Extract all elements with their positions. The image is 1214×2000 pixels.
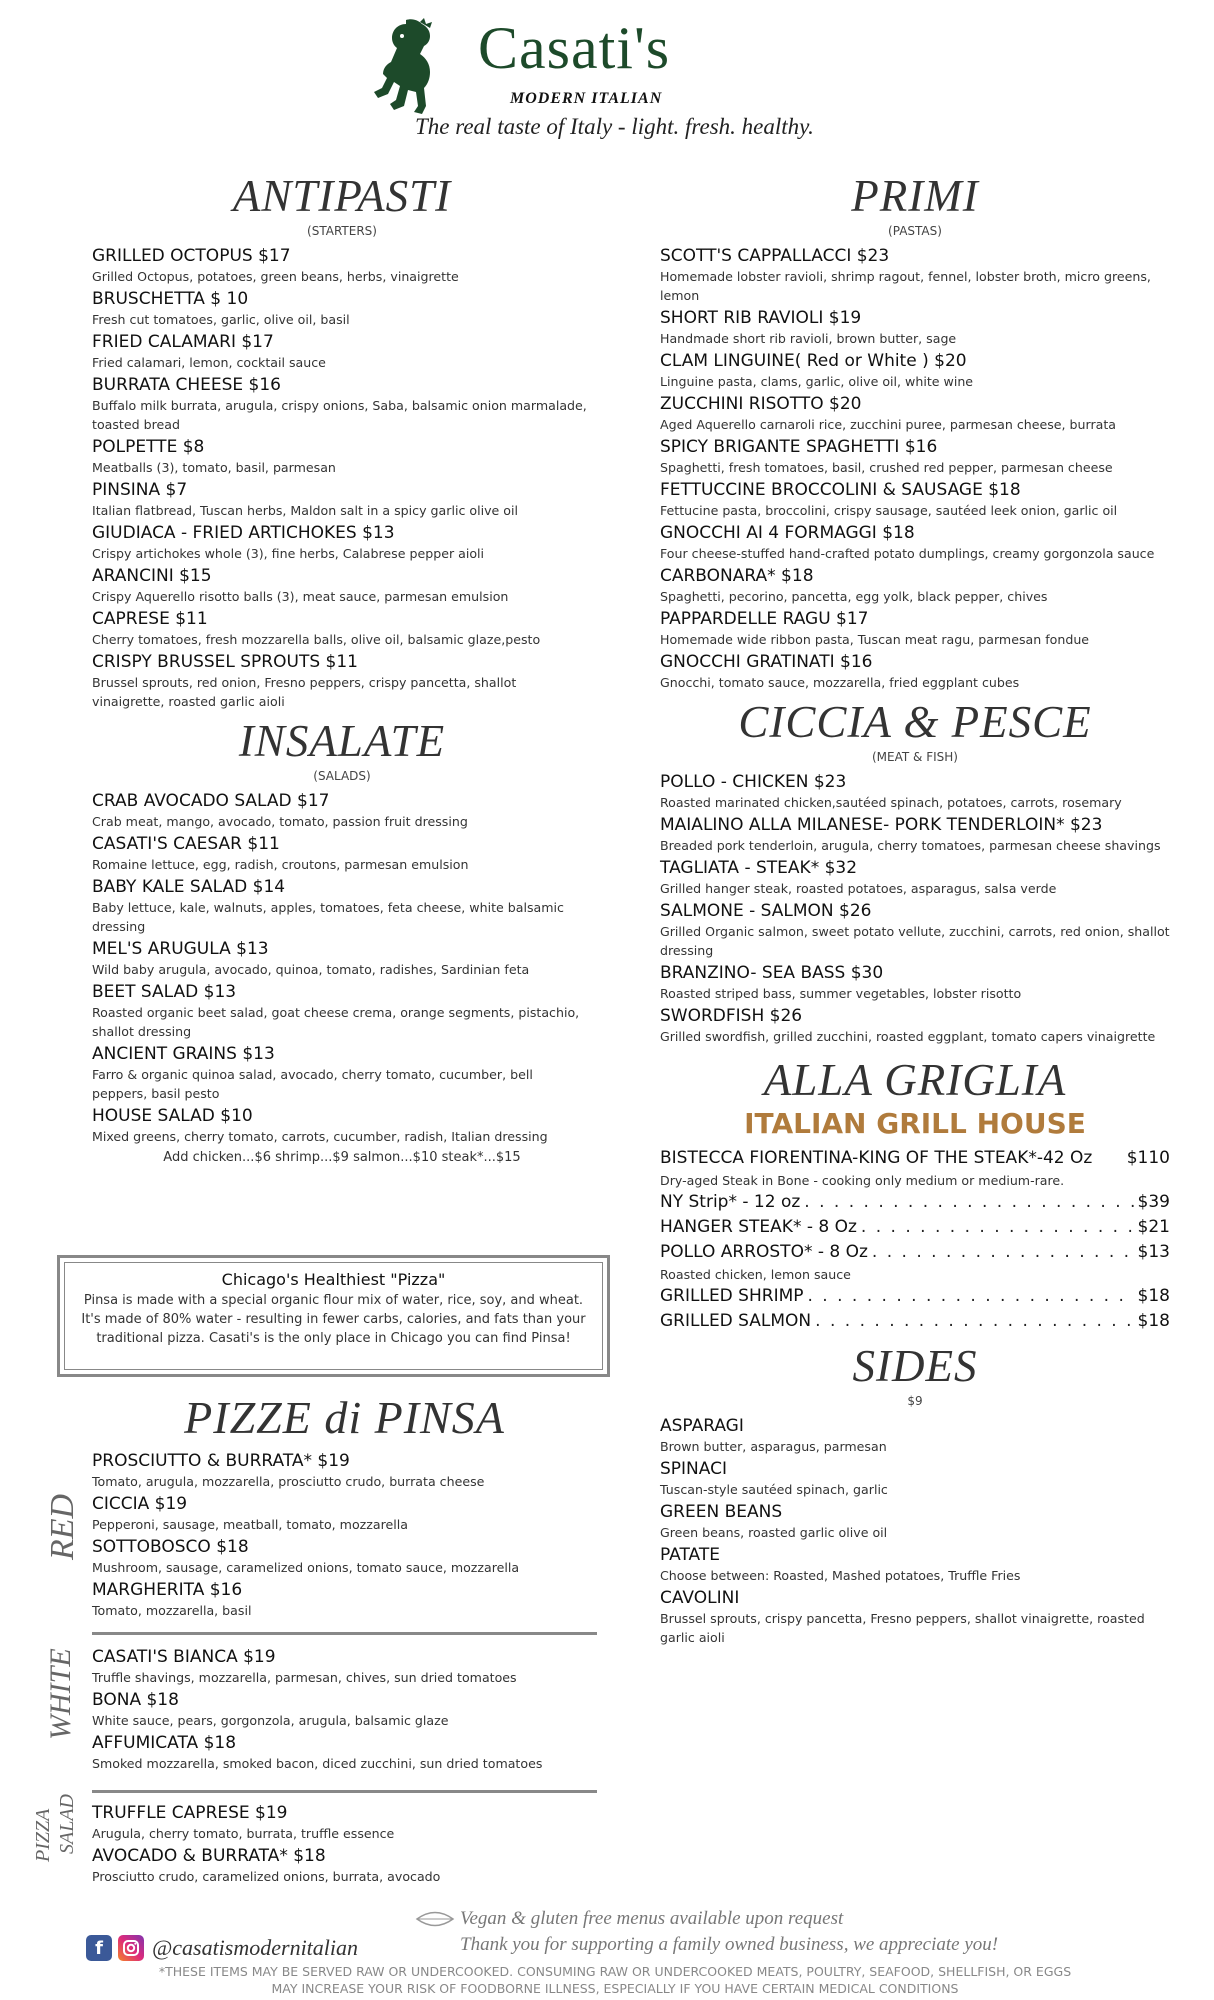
menu-item-name: BEET SALAD $13 (92, 982, 237, 1002)
menu-item-description: Tuscan-style sautéed spinach, garlic (660, 1482, 888, 1497)
menu-item-name: BRANZINO- SEA BASS $30 (660, 963, 884, 983)
menu-item (660, 245, 1170, 305)
menu-item (92, 565, 592, 606)
menu-item-description: Romaine lettuce, egg, radish, croutons, parmesan emulsion (92, 857, 469, 872)
menu-item (660, 962, 1170, 1003)
pinsa-box-body: Pinsa is made with a special organic flour mix of water, rice, soy, and wheat. It's made of 80% water - resulting in fewer carbs, calories, and fats than your traditional pizza. Casati's is the only place in Chicago you can find Pinsa! (81, 1293, 586, 1346)
raw-food-disclaimer: *THESE ITEMS MAY BE SERVED RAW OR UNDERCOOKED. CONSUMING RAW OR UNDERCOOKED MEATS, POULTRY, SEAFOOD, SHELLFISH, OR EGGS MAY INCREASE YOUR RISK OF FOODBORNE ILLNESS, ESPECIALLY IF YOU HAVE CERTAIN MEDICAL CONDITIONS (158, 1964, 1072, 1996)
pizze-title: PIZZE di PINSA (184, 1392, 505, 1443)
antipasti-title: ANTIPASTI (232, 171, 452, 221)
griglia-subtitle: ITALIAN GRILL HOUSE (744, 1107, 1086, 1140)
leader-dots (804, 1190, 1133, 1215)
grill-item-price: $18 (1137, 1286, 1170, 1306)
social-links (86, 1935, 358, 1961)
menu-item-name: SHORT RIB RAVIOLI $19 (660, 308, 862, 328)
menu-item (92, 436, 592, 477)
menu-item-description: Pepperoni, sausage, meatball, tomato, mozzarella (92, 1517, 408, 1532)
leader-dots (815, 1309, 1133, 1334)
menu-item (92, 981, 592, 1041)
pizza-white-section (92, 1646, 597, 1775)
sides-list (660, 1415, 1170, 1647)
menu-item (660, 522, 1170, 563)
pollo-desc: Roasted chicken, lemon sauce (660, 1267, 851, 1282)
menu-item (92, 1105, 592, 1146)
menu-item-description: Linguine pasta, clams, garlic, olive oil, white wine (660, 374, 974, 389)
menu-item-description: Green beans, roasted garlic olive oil (660, 1525, 888, 1540)
menu-item-description: Baby lettuce, kale, walnuts, apples, tomatoes, feta cheese, white balsamic dressing (92, 900, 564, 934)
menu-item-name: GREEN BEANS (660, 1502, 783, 1522)
left-column (92, 170, 592, 1167)
menu-item-description: Choose between: Roasted, Mashed potatoes, Truffle Fries (660, 1568, 1021, 1583)
menu-item (92, 1689, 597, 1730)
menu-item (660, 1587, 1170, 1647)
antipasti-subtitle: (STARTERS) (307, 224, 377, 238)
menu-item (660, 1005, 1170, 1046)
menu-item-description: Crispy artichokes whole (3), fine herbs, Calabrese pepper aioli (92, 546, 485, 561)
menu-item-description: Grilled Organic salmon, sweet potato vellute, zucchini, carrots, red onion, shallot dressing (660, 924, 1170, 958)
menu-item (92, 1802, 597, 1843)
menu-item-name: MARGHERITA $16 (92, 1580, 243, 1600)
lion-logo-icon (370, 18, 442, 118)
menu-item-name: SPINACI (660, 1459, 727, 1479)
menu-item-name: CICCIA $19 (92, 1494, 188, 1514)
menu-item (660, 393, 1170, 434)
menu-item (660, 307, 1170, 348)
instagram-icon[interactable] (118, 1935, 144, 1961)
menu-item (660, 857, 1170, 898)
menu-item-name: CASATI'S CAESAR $11 (92, 834, 280, 854)
pizza-label: PIZZA (32, 1808, 54, 1862)
insalate-title: INSALATE (238, 716, 446, 766)
grill-item-name: POLLO ARROSTO* - 8 Oz (660, 1242, 868, 1262)
pizza-salad-section (92, 1802, 597, 1888)
menu-item-description: Fried calamari, lemon, cocktail sauce (92, 355, 326, 370)
grill-item-name: GRILLED SALMON (660, 1311, 812, 1331)
antipasti-list (92, 245, 592, 711)
vegan-note: Vegan & gluten free menus available upon request (460, 1908, 844, 1929)
menu-item (660, 1458, 1170, 1499)
griglia-title: ALLA GRIGLIA (763, 1055, 1067, 1105)
menu-item (92, 651, 592, 711)
menu-item (92, 1493, 597, 1534)
menu-item (660, 350, 1170, 391)
grill-item-price: $18 (1137, 1311, 1170, 1331)
ciccia-list (660, 771, 1170, 1046)
menu-item-description: Gnocchi, tomato sauce, mozzarella, fried eggplant cubes (660, 675, 1020, 690)
bistecca-desc: Dry-aged Steak in Bone - cooking only medium or medium-rare. (660, 1173, 1065, 1188)
menu-item-name: HOUSE SALAD $10 (92, 1106, 253, 1126)
menu-item-description: Prosciutto crudo, caramelized onions, burrata, avocado (92, 1869, 441, 1884)
menu-item-name: ZUCCHINI RISOTTO $20 (660, 394, 862, 414)
menu-item-description: Fettucine pasta, broccolini, crispy sausage, sautéed leek onion, garlic oil (660, 503, 1118, 518)
bistecca-row (660, 1146, 1170, 1171)
menu-item-name: FETTUCCINE BROCCOLINI & SAUSAGE $18 (660, 480, 1021, 500)
menu-item-description: Roasted organic beet salad, goat cheese crema, orange segments, pistachio, shallot dressing (92, 1005, 580, 1039)
menu-item-description: Homemade lobster ravioli, shrimp ragout, fennel, lobster broth, micro greens, lemon (660, 269, 1151, 303)
menu-item-description: Brown butter, asparagus, parmesan (660, 1439, 887, 1454)
white-label: WHITE (44, 1648, 77, 1740)
leaf-icon (415, 1910, 455, 1928)
bistecca-name: BISTECCA FIORENTINA-KING OF THE STEAK*-42 Oz (660, 1148, 1093, 1168)
menu-item-description: Tomato, mozzarella, basil (92, 1603, 252, 1618)
divider (92, 1790, 597, 1793)
menu-item (92, 1043, 592, 1103)
menu-item-name: POLLO - CHICKEN $23 (660, 772, 847, 792)
menu-item-description: Spaghetti, fresh tomatoes, basil, crushed red pepper, parmesan cheese (660, 460, 1113, 475)
menu-item-description: Roasted marinated chicken,sautéed spinach, potatoes, carrots, rosemary (660, 795, 1122, 810)
menu-item-name: AVOCADO & BURRATA* $18 (92, 1846, 326, 1866)
insalate-subtitle: (SALADS) (313, 769, 371, 783)
menu-item-name: MEL'S ARUGULA $13 (92, 939, 269, 959)
menu-item-name: CRISPY BRUSSEL SPROUTS $11 (92, 652, 358, 672)
thank-you-note: Thank you for supporting a family owned business, we appreciate you! (460, 1934, 999, 1955)
menu-item (92, 938, 592, 979)
salad-addons: Add chicken...$6 shrimp...$9 salmon...$10 steak*...$15 (163, 1150, 521, 1165)
menu-item-name: BURRATA CHEESE $16 (92, 375, 281, 395)
leader-dots (872, 1240, 1134, 1265)
menu-item-description: Crispy Aquerello risotto balls (3), meat sauce, parmesan emulsion (92, 589, 509, 604)
menu-item (92, 608, 592, 649)
menu-item (92, 876, 592, 936)
menu-item-description: Brussel sprouts, crispy pancetta, Fresno peppers, shallot vinaigrette, roasted garlic aioli (660, 1611, 1145, 1645)
menu-item (92, 1450, 597, 1491)
sides-title: SIDES (852, 1341, 978, 1391)
primi-subtitle: (PASTAS) (888, 224, 942, 238)
menu-item (92, 374, 592, 434)
grill-item-price: $39 (1137, 1192, 1170, 1212)
menu-item-name: ARANCINI $15 (92, 566, 212, 586)
menu-item-description: Homemade wide ribbon pasta, Tuscan meat ragu, parmesan fondue (660, 632, 1090, 647)
menu-item (660, 900, 1170, 960)
menu-item-name: GIUDIACA - FRIED ARTICHOKES $13 (92, 523, 395, 543)
menu-item-name: SPICY BRIGANTE SPAGHETTI $16 (660, 437, 938, 457)
menu-item-name: ANCIENT GRAINS $13 (92, 1044, 275, 1064)
sides-price: $9 (907, 1394, 923, 1408)
grill-item-name: NY Strip* - 12 oz (660, 1192, 801, 1212)
menu-item (92, 1536, 597, 1577)
divider (92, 1632, 597, 1635)
menu-item-description: Grilled hanger steak, roasted potatoes, asparagus, salsa verde (660, 881, 1057, 896)
pizza-red-list (92, 1450, 597, 1620)
menu-item (660, 814, 1170, 855)
facebook-icon[interactable]: f (86, 1935, 112, 1961)
menu-item (92, 1579, 597, 1620)
menu-item-name: CRAB AVOCADO SALAD $17 (92, 791, 330, 811)
menu-item (660, 479, 1170, 520)
menu-item (92, 245, 592, 286)
menu-item (660, 651, 1170, 692)
menu-item (92, 1845, 597, 1886)
salad-label: SALAD (56, 1794, 78, 1854)
pinsa-box-title: Chicago's Healthiest "Pizza" (221, 1270, 446, 1289)
menu-item-name: CAVOLINI (660, 1588, 740, 1608)
menu-item-name: CLAM LINGUINE( Red or White ) $20 (660, 351, 967, 371)
menu-item (660, 565, 1170, 606)
menu-item-name: CAPRESE $11 (92, 609, 208, 629)
menu-item-name: AFFUMICATA $18 (92, 1733, 237, 1753)
menu-item (660, 1501, 1170, 1542)
menu-item-name: SCOTT'S CAPPALLACCI $23 (660, 246, 890, 266)
menu-item-name: POLPETTE $8 (92, 437, 205, 457)
menu-item (92, 522, 592, 563)
grill-rows (660, 1190, 1170, 1265)
menu-item-name: BRUSCHETTA $ 10 (92, 289, 249, 309)
ciccia-subtitle: (MEAT & FISH) (872, 750, 958, 764)
menu-item (660, 771, 1170, 812)
grill-item-price: $21 (1137, 1217, 1170, 1237)
menu-item-name: SALMONE - SALMON $26 (660, 901, 872, 921)
menu-item (92, 331, 592, 372)
menu-item-name: MAIALINO ALLA MILANESE- PORK TENDERLOIN* $23 (660, 815, 1103, 835)
primi-list (660, 245, 1170, 692)
menu-item-description: Crab meat, mango, avocado, tomato, passion fruit dressing (92, 814, 468, 829)
menu-item-description: Farro & organic quinoa salad, avocado, cherry tomato, cucumber, bell peppers, basil pesto (92, 1067, 533, 1101)
menu-item-description: Grilled swordfish, grilled zucchini, roasted eggplant, tomato capers vinaigrette (660, 1029, 1156, 1044)
menu-item-description: Grilled Octopus, potatoes, green beans, herbs, vinaigrette (92, 269, 459, 284)
grill-item-row (660, 1284, 1170, 1309)
grill-item-row (660, 1215, 1170, 1240)
grill-item-row (660, 1309, 1170, 1334)
menu-item-description: Roasted striped bass, summer vegetables, lobster risotto (660, 986, 1022, 1001)
menu-item-description: Spaghetti, pecorino, pancetta, egg yolk, black pepper, chives (660, 589, 1048, 604)
ciccia-title: CICCIA & PESCE (738, 697, 1092, 747)
menu-item (92, 790, 592, 831)
grill-item-price: $13 (1137, 1242, 1170, 1262)
grill-rows-2 (660, 1284, 1170, 1334)
menu-item-description: Wild baby arugula, avocado, quinoa, tomato, radishes, Sardinian feta (92, 962, 530, 977)
menu-item-description: Mushroom, sausage, caramelized onions, tomato sauce, mozzarella (92, 1560, 520, 1575)
menu-item-name: PROSCIUTTO & BURRATA* $19 (92, 1451, 350, 1471)
menu-item-description: Truffle shavings, mozzarella, parmesan, chives, sun dried tomatoes (92, 1670, 517, 1685)
insalate-list (92, 790, 592, 1146)
menu-item (92, 1732, 597, 1773)
menu-item (92, 833, 592, 874)
menu-item-description: Fresh cut tomatoes, garlic, olive oil, basil (92, 312, 350, 327)
grill-item-row (660, 1190, 1170, 1215)
pizza-salad-label (32, 1809, 54, 1862)
menu-item-name: BONA $18 (92, 1690, 179, 1710)
menu-item-name: CASATI'S BIANCA $19 (92, 1647, 276, 1667)
menu-item-description: Tomato, arugula, mozzarella, prosciutto crudo, burrata cheese (92, 1474, 485, 1489)
menu-item-name: CARBONARA* $18 (660, 566, 814, 586)
menu-item (660, 608, 1170, 649)
right-column (660, 170, 1170, 1649)
menu-item-name: GRILLED OCTOPUS $17 (92, 246, 291, 266)
pizza-white-list (92, 1646, 597, 1773)
menu-item-description: Arugula, cherry tomato, burrata, truffle essence (92, 1826, 395, 1841)
leader-dots (808, 1284, 1134, 1309)
menu-item-description: Handmade short rib ravioli, brown butter, sage (660, 331, 957, 346)
menu-item (660, 436, 1170, 477)
menu-item-description: White sauce, pears, gorgonzola, arugula, balsamic glaze (92, 1713, 449, 1728)
header (360, 10, 860, 140)
menu-item-description: Aged Aquerello carnaroli rice, zucchini puree, parmesan cheese, burrata (660, 417, 1117, 432)
red-label: RED (44, 1493, 81, 1560)
menu-item (660, 1544, 1170, 1585)
menu-item-name: FRIED CALAMARI $17 (92, 332, 274, 352)
grill-item-name: GRILLED SHRIMP (660, 1286, 804, 1306)
menu-item-name: GNOCCHI AI 4 FORMAGGI $18 (660, 523, 915, 543)
social-handle[interactable]: @casatismodernitalian (152, 1935, 359, 1960)
menu-item-description: Mixed greens, cherry tomato, carrots, cucumber, radish, Italian dressing (92, 1129, 548, 1144)
menu-item-name: PATATE (660, 1545, 720, 1565)
menu-item-name: GNOCCHI GRATINATI $16 (660, 652, 873, 672)
menu-item-name: PINSINA $7 (92, 480, 188, 500)
menu-item (92, 1646, 597, 1687)
leader-dots (861, 1215, 1134, 1240)
menu-item-name: BABY KALE SALAD $14 (92, 877, 286, 897)
bistecca-price: $110 (1126, 1148, 1170, 1168)
primi-title: PRIMI (851, 171, 979, 221)
menu-item-name: TRUFFLE CAPRESE $19 (92, 1803, 288, 1823)
menu-item-description: Breaded pork tenderloin, arugula, cherry tomatoes, parmesan cheese shavings (660, 838, 1161, 853)
menu-item-description: Brussel sprouts, red onion, Fresno peppers, crispy pancetta, shallot vinaigrette, roasted garlic aioli (92, 675, 517, 709)
menu-item (92, 288, 592, 329)
grill-item-row (660, 1240, 1170, 1265)
menu-item-name: SOTTOBOSCO $18 (92, 1537, 249, 1557)
menu-item-name: ASPARAGI (660, 1416, 744, 1436)
menu-item-description: Cherry tomatoes, fresh mozzarella balls, olive oil, balsamic glaze,pesto (92, 632, 541, 647)
menu-item-description: Italian flatbread, Tuscan herbs, Maldon salt in a spicy garlic olive oil (92, 503, 518, 518)
menu-item-name: TAGLIATA - STEAK* $32 (660, 858, 858, 878)
menu-item-description: Buffalo milk burrata, arugula, crispy onions, Saba, balsamic onion marmalade, toasted bread (92, 398, 587, 432)
pinsa-info-box (57, 1255, 610, 1377)
menu-item (92, 479, 592, 520)
pizza-salad-list (92, 1802, 597, 1886)
grill-item-name: HANGER STEAK* - 8 Oz (660, 1217, 857, 1237)
menu-item-description: Meatballs (3), tomato, basil, parmesan (92, 460, 336, 475)
menu-item (660, 1415, 1170, 1456)
menu-item-name: SWORDFISH $26 (660, 1006, 803, 1026)
menu-item-description: Four cheese-stuffed hand-crafted potato dumplings, creamy gorgonzola sauce (660, 546, 1155, 561)
brand-name: Casati's (478, 15, 671, 81)
pizze-section (92, 1392, 597, 1622)
tagline: The real taste of Italy - light. fresh. healthy. (415, 114, 814, 139)
menu-item-description: Smoked mozzarella, smoked bacon, diced zucchini, sun dried tomatoes (92, 1756, 543, 1771)
menu-item-name: PAPPARDELLE RAGU $17 (660, 609, 869, 629)
brand-subtitle: MODERN ITALIAN (510, 90, 663, 107)
